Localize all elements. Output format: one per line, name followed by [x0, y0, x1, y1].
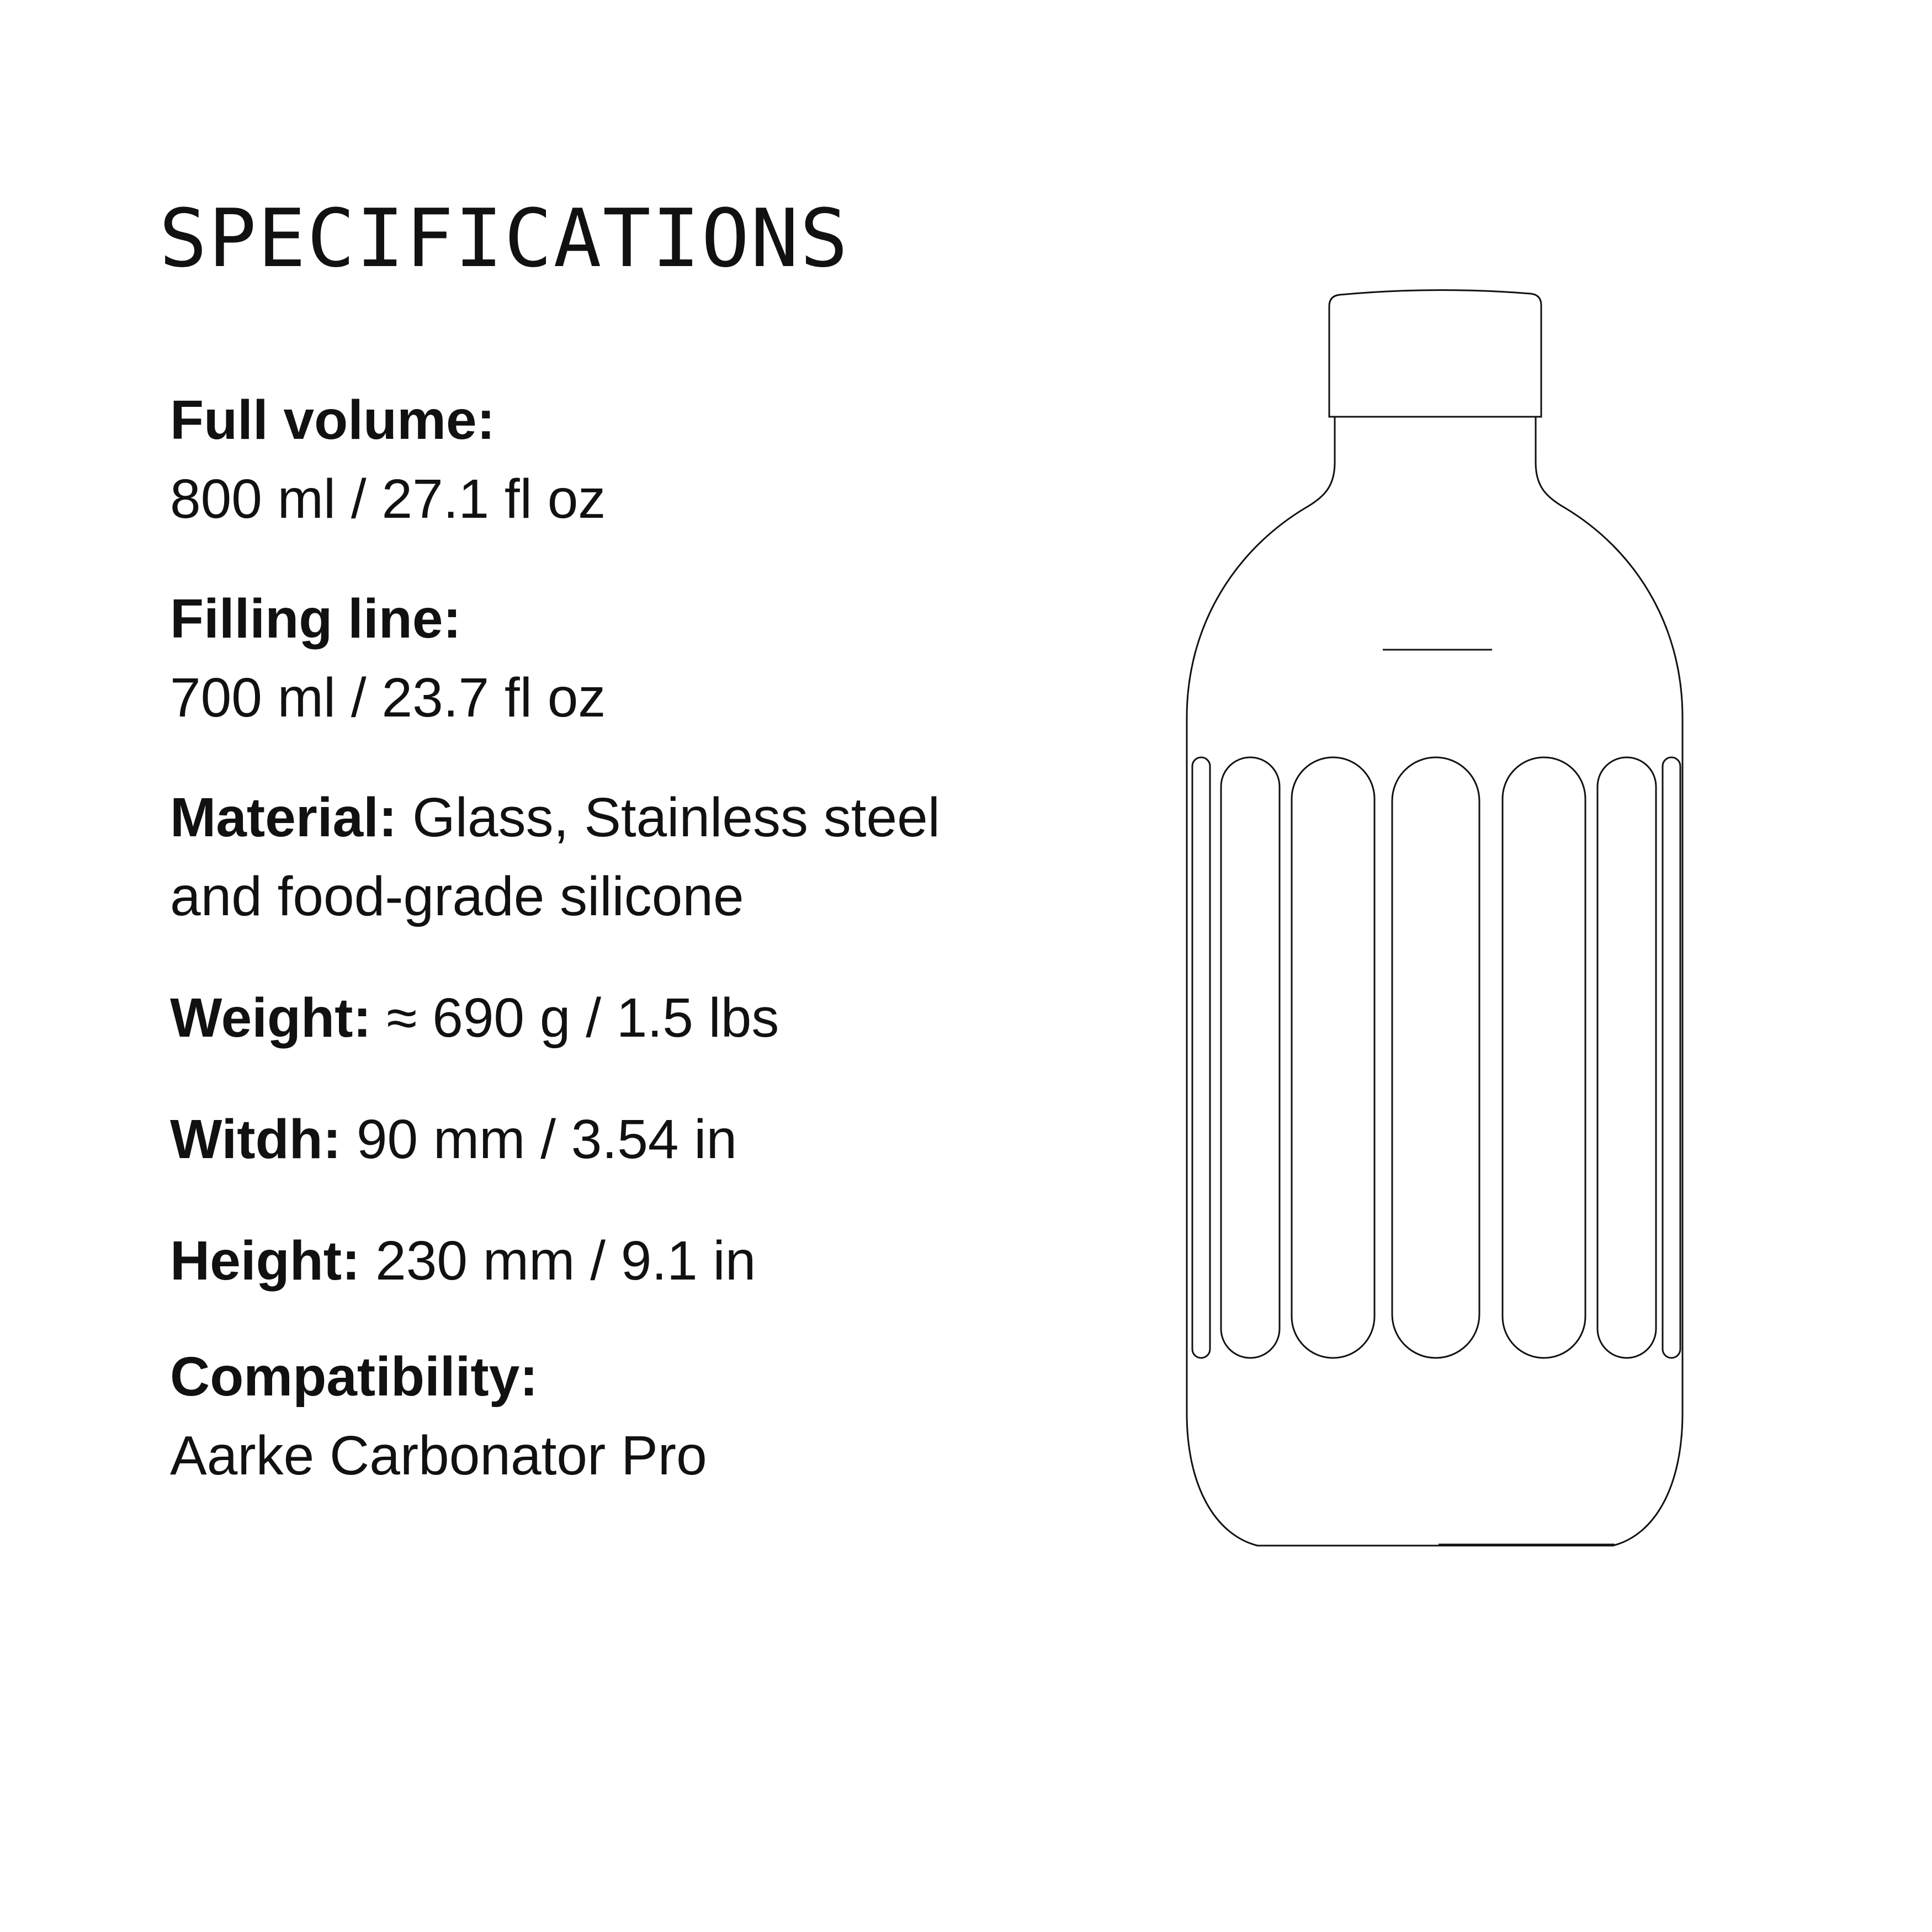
- grip-panel: [1192, 757, 1210, 1358]
- spec-filling-line-label: Filling line:: [170, 588, 461, 650]
- bottle-grip-panels: [1192, 757, 1680, 1358]
- spec-height-value: 230 mm / 9.1 in: [360, 1230, 756, 1292]
- grip-panel: [1663, 757, 1680, 1358]
- spec-material-label: Material:: [170, 787, 397, 848]
- page-title: SPECIFICATIONS: [159, 192, 850, 285]
- grip-panel: [1292, 757, 1374, 1358]
- spec-height-label: Height:: [170, 1230, 360, 1292]
- spec-width-value: 90 mm / 3.54 in: [341, 1108, 737, 1170]
- grip-panel: [1503, 757, 1585, 1358]
- spec-compatibility-value: Aarke Carbonator Pro: [170, 1425, 707, 1487]
- spec-material-value-2: and food-grade silicone: [170, 866, 744, 927]
- spec-weight-value: ≈ 690 g / 1.5 lbs: [371, 987, 779, 1049]
- spec-compatibility-label: Compatibility:: [170, 1346, 538, 1408]
- grip-panel: [1392, 757, 1479, 1358]
- bottle-cap: [1329, 290, 1541, 417]
- spec-compatibility: [170, 1337, 1108, 1495]
- spec-full-volume-label: Full volume:: [170, 389, 495, 451]
- spec-full-volume-value: 800 ml / 27.1 fl oz: [170, 468, 606, 530]
- spec-filling-line-value: 700 ml / 23.7 fl oz: [170, 667, 606, 729]
- spec-material: [170, 778, 1108, 936]
- spec-height: [170, 1222, 1108, 1301]
- grip-panel: [1221, 757, 1280, 1358]
- spec-weight: [170, 979, 1108, 1058]
- grip-panel: [1597, 757, 1656, 1358]
- spec-full-volume: [170, 381, 1108, 539]
- spec-width-label: Witdh:: [170, 1108, 342, 1170]
- spec-filling-line: [170, 580, 1108, 737]
- spec-width: [170, 1100, 1108, 1179]
- spec-material-line-1: [170, 778, 1108, 857]
- bottle-outline: [1187, 417, 1682, 1546]
- spec-weight-label: Weight:: [170, 987, 371, 1049]
- spec-material-value-1: Glass, Stainless steel: [397, 787, 940, 848]
